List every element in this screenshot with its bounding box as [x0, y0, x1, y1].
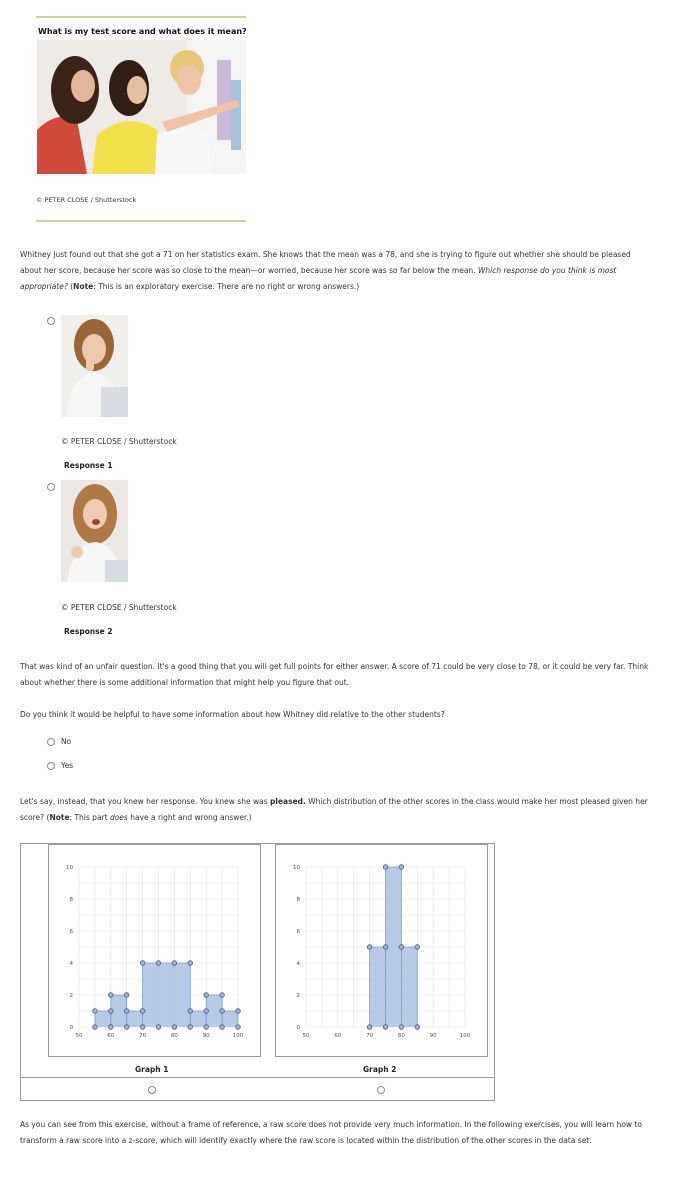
x-tick-label: 80 [170, 1033, 178, 1039]
x-tick-label: 90 [202, 1033, 210, 1039]
histogram-bar [370, 947, 386, 1027]
data-point [383, 945, 388, 950]
data-point [399, 1025, 404, 1030]
y-tick-label: 6 [296, 929, 300, 935]
intro-title: What is my test score and what does it mean? [38, 27, 247, 36]
graph-1-chart [49, 845, 260, 1056]
response-1-radio[interactable] [47, 317, 55, 325]
histogram-bar [143, 963, 191, 1027]
data-point [109, 1009, 114, 1014]
data-point [220, 1009, 225, 1014]
histogram-bar [95, 1011, 111, 1027]
question3-text [20, 794, 650, 826]
data-point [383, 1025, 388, 1030]
data-point [367, 1025, 372, 1030]
question-text-part: Whitney just found out that she got a 71 on her statistics exam. She knows that the mean was a 78, and she is trying to figure out whether she should be pleased about her score, because her score was so close to the mean—or worried, because her score was so far below the mean. [20, 250, 631, 275]
data-point [172, 961, 177, 966]
data-point [109, 1025, 114, 1030]
question-italic: Which response do you think is most appropriate? [20, 266, 617, 291]
table-divider [21, 1077, 494, 1078]
closing-text: As you can see from this exercise, without a frame of reference, a raw score does not provide very much information. In the following exercises, you will learn how to transform a raw score into a z-score, which will identify exactly where the raw score is located within the distribution of the other scores in the data set. [20, 1120, 642, 1145]
option-yes-label[interactable]: Yes [61, 761, 74, 770]
data-point [156, 1025, 161, 1030]
response-2-credit: © PETER CLOSE / Shutterstock [61, 603, 177, 612]
data-point [236, 1009, 241, 1014]
x-tick-label: 60 [107, 1033, 115, 1039]
y-tick-label: 8 [69, 897, 73, 903]
response-1-label: Response 1 [64, 461, 113, 470]
graph-2-panel [275, 844, 488, 1057]
data-point [93, 1009, 98, 1014]
data-point [367, 945, 372, 950]
data-point [399, 945, 404, 950]
histogram-bar [190, 1011, 206, 1027]
data-point [156, 961, 161, 966]
data-point [172, 1025, 177, 1030]
question3-italic: does [109, 813, 128, 822]
x-tick-label: 60 [334, 1033, 342, 1039]
worried-girl-photo [61, 315, 128, 417]
response-2-radio[interactable] [47, 483, 55, 491]
data-point [109, 993, 114, 998]
note-label: Note [49, 813, 70, 822]
question3-text-part: Let's say, instead, that you knew her response. You knew she was [20, 797, 270, 806]
data-point [93, 1025, 98, 1030]
x-tick-label: 100 [232, 1033, 244, 1039]
y-tick-label: 4 [296, 961, 300, 967]
x-tick-label: 70 [366, 1033, 374, 1039]
y-tick-label: 4 [69, 961, 73, 967]
graph-2-label: Graph 2 [363, 1065, 397, 1074]
data-point [236, 1025, 241, 1030]
pleased-girl-photo [61, 480, 128, 582]
x-tick-label: 90 [429, 1033, 437, 1039]
y-tick-label: 10 [293, 865, 300, 871]
question-text-part: : This is an exploratory exercise. There are no right or wrong answers.) [93, 282, 360, 291]
option-no-label[interactable]: No [61, 737, 72, 746]
data-point [140, 961, 145, 966]
x-tick-label: 80 [397, 1033, 405, 1039]
response-2-label: Response 2 [64, 627, 113, 636]
graph-1-panel [48, 844, 261, 1057]
x-tick-label: 100 [459, 1033, 471, 1039]
data-point [140, 1009, 145, 1014]
students-photo [37, 40, 246, 174]
data-point [204, 1025, 209, 1030]
x-tick-label: 50 [302, 1033, 310, 1039]
question3-text-part: have a right and wrong answer.) [127, 813, 252, 822]
histogram-bar [127, 1011, 143, 1027]
option-no-radio[interactable] [47, 738, 55, 746]
x-tick-label: 70 [139, 1033, 147, 1039]
data-point [140, 1025, 145, 1030]
data-point [415, 1025, 420, 1030]
histogram-bar [222, 1011, 238, 1027]
question3-bold: pleased. [270, 797, 306, 806]
intro-photo-credit: © PETER CLOSE / Shutterstock [36, 196, 137, 204]
data-point [188, 961, 193, 966]
feedback-text: That was kind of an unfair question. It's a good thing that you will get full points for either answer. A score of 71 could be very close to 78, or it could be very far. Think about whether there is some additional information that might help you figure that out. [20, 662, 649, 687]
data-point [124, 1025, 129, 1030]
y-tick-label: 8 [296, 897, 300, 903]
data-point [204, 993, 209, 998]
data-point [188, 1025, 193, 1030]
x-tick-label: 50 [75, 1033, 83, 1039]
graph-1-radio[interactable] [148, 1086, 156, 1094]
data-point [188, 1009, 193, 1014]
data-point [415, 945, 420, 950]
note-label: Note [73, 282, 94, 291]
y-tick-label: 6 [69, 929, 73, 935]
y-tick-label: 10 [66, 865, 73, 871]
graph-2-radio[interactable] [377, 1086, 385, 1094]
y-tick-label: 2 [296, 993, 300, 999]
graph-choices-table [20, 843, 495, 1101]
graph-1-label: Graph 1 [135, 1065, 169, 1074]
data-point [383, 865, 388, 870]
question3-text-part: : This part [69, 813, 110, 822]
y-tick-label: 0 [69, 1025, 73, 1031]
question-text [20, 247, 650, 295]
data-point [124, 993, 129, 998]
data-point [220, 1025, 225, 1030]
question3-text-part: Which distribution of the other scores in the class would make her most pleased given her score? ( [20, 797, 648, 822]
data-point [220, 993, 225, 998]
intro-box [36, 16, 246, 222]
response-1-credit: © PETER CLOSE / Shutterstock [61, 437, 177, 446]
data-point [399, 865, 404, 870]
question2-text: Do you think it would be helpful to have some information about how Whitney did relative to the other students? [20, 710, 445, 719]
data-point [204, 1009, 209, 1014]
option-yes-radio[interactable] [47, 762, 55, 770]
data-point [124, 1009, 129, 1014]
graph-2-chart [276, 845, 487, 1056]
question-text-part: ( [67, 282, 74, 291]
histogram-bar [401, 947, 417, 1027]
y-tick-label: 2 [69, 993, 73, 999]
y-tick-label: 0 [296, 1025, 300, 1031]
